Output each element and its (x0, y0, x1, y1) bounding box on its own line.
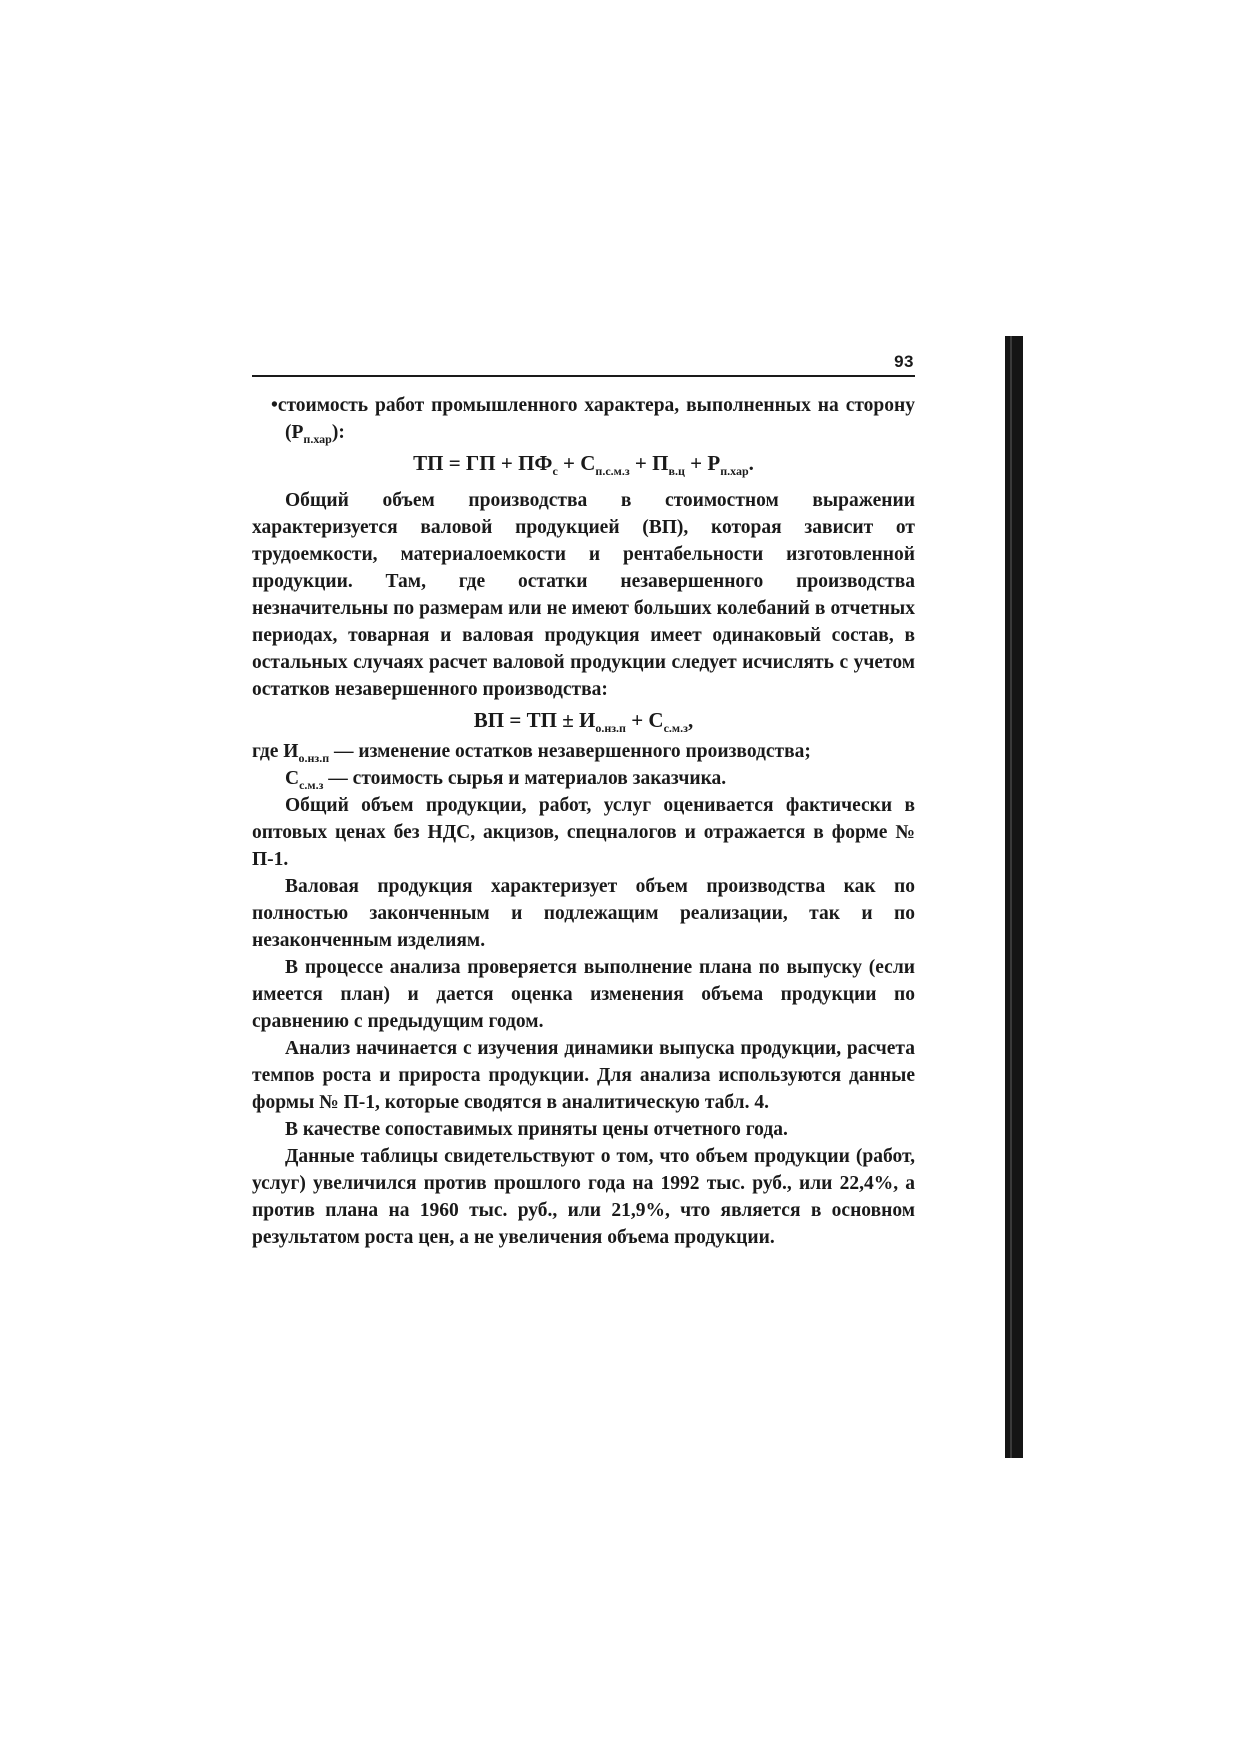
where-2-text: — стоимость сырья и материалов заказчика. (323, 768, 727, 789)
formula-tp (252, 450, 915, 477)
bullet-subscript: п.хар (303, 431, 332, 446)
bullet-text: стоимость работ промышленного характера, выполненных на сторону (Р (277, 395, 915, 443)
bullet-end: ): (331, 422, 345, 443)
where-line-2 (252, 765, 915, 792)
formula-vp-sub: о.нз.п (595, 721, 626, 736)
where-1-text: — изменение остатков незавершенного производства; (329, 741, 811, 762)
formula-vp-part: ВП = ТП ± И (473, 708, 596, 732)
paragraph-1: Общий объем производства в стоимостном выражении характеризуется валовой продукцией (ВП), которая зависит от трудоемкости, материалоемкости и рентабельности изготовленной продукции. Там, где остатки незавершенного производства незначительны по размерам или не имеют больших колебаний в отчетных периодах, товарная и валовая продукция имеет одинаковый состав, в остальных случаях расчет валовой продукции следует исчислять с учетом остатков незавершенного производства: (252, 490, 915, 700)
body-text (252, 392, 915, 1251)
formula-tp-sub: с (552, 464, 558, 479)
formula-tp-sub: п.с.м.з (595, 464, 630, 479)
formula-tp-sub: в.ц (668, 464, 685, 479)
where-2-sub: с.м.з (299, 777, 324, 792)
paragraph-2: Общий объем продукции, работ, услуг оценивается фактически в оптовых ценах без НДС, акцизов, спецналогов и отражается в форме № П-1. (252, 795, 915, 870)
formula-tp-part: ТП = ГП + ПФ (413, 451, 553, 475)
page-number: 93 (894, 352, 914, 371)
formula-tp-part: + С (557, 451, 596, 475)
formula-tp-sub: п.хар (720, 464, 749, 479)
formula-vp-sub: с.м.з (663, 721, 688, 736)
formula-tp-part: + П (629, 451, 669, 475)
page-edge-bar (1005, 336, 1023, 1458)
where-1-symbol: где И (252, 741, 299, 762)
formula-vp-part: + С (625, 708, 664, 732)
bullet-marker: • (271, 395, 278, 416)
bullet-item (252, 392, 915, 446)
paragraph-5: Анализ начинается с изучения динамики выпуска продукции, расчета темпов роста и прироста продукции. Для анализа используются данные формы № П-1, которые сводятся в аналитическую табл. 4. (252, 1038, 915, 1113)
paragraph-6: В качестве сопоставимых приняты цены отчетного года. (285, 1119, 788, 1140)
paragraph-4: В процессе анализа проверяется выполнение плана по выпуску (если имеется план) и дается оценка изменения объема продукции по сравнению с предыдущим годом. (252, 957, 915, 1032)
where-line-1 (252, 738, 915, 765)
formula-tp-part: . (748, 451, 754, 475)
header-rule (252, 375, 915, 377)
where-2-symbol: С (285, 768, 300, 789)
formula-vp (252, 707, 915, 734)
paragraph-3: Валовая продукция характеризует объем производства как по полностью законченным и подлежащим реализации, так и по незаконченным изделиям. (252, 876, 915, 951)
where-1-sub: о.нз.п (298, 750, 330, 765)
paragraph-7: Данные таблицы свидетельствуют о том, что объем продукции (работ, услуг) увеличился против прошлого года на 1992 тыс. руб., или 22,4%, а против плана на 1960 тыс. руб., или 21,9%, что является в основном результатом роста цен, а не увеличения объема продукции. (252, 1146, 915, 1248)
formula-vp-part: , (687, 708, 694, 732)
formula-tp-part: + Р (684, 451, 721, 475)
